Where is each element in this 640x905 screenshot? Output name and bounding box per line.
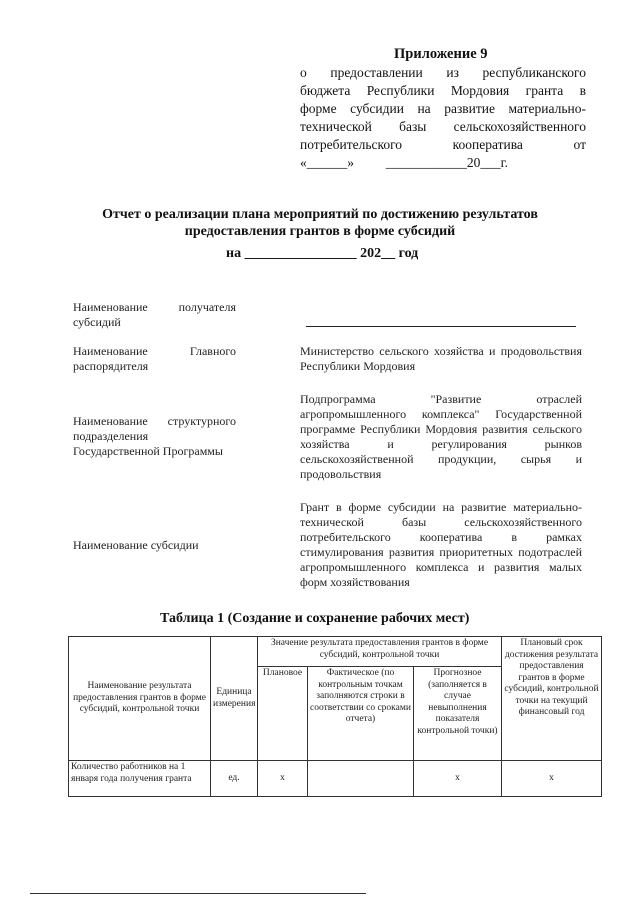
- header-deadline: Плановый срок достижения результата предоставления грантов в форме субсидий, контрольной точки на текущий финансовый год: [502, 637, 602, 761]
- appendix-date-line: [300, 154, 508, 172]
- report-title: [60, 206, 580, 240]
- row-actual[interactable]: [308, 761, 414, 797]
- appendix-line: бюджета Республики Мордовия гранта в: [300, 83, 586, 98]
- header-actual: Фактическое (по контрольным точкам заполняются строки в соответствии со сроками отчета): [308, 667, 414, 761]
- header-value-group: Значение результата предоставления грантов в форме субсидий, контрольной точки: [258, 637, 502, 667]
- report-year-line: на ________________ 202__ год: [226, 246, 419, 261]
- unit-value: Подпрограмма "Развитие отраслей агропромышленного комплекса" Государственной программе Республики Мордовия развития сельского хозяйства и регулирования рынков сельскохозяйственной продукции, сырья и продовольствия: [300, 392, 582, 481]
- appendix-line: форме субсидии на развитие материально-: [300, 101, 586, 116]
- footnote-divider: [30, 893, 366, 894]
- table-row: [69, 761, 602, 797]
- appendix-line: технической базы сельскохозяйственного: [300, 119, 586, 134]
- subsidy-value: Грант в форме субсидии на развитие материально-технической базы сельскохозяйственного потребительского кооператива в рамках стимулирования развития приоритетных подотраслей агропромышленного комплекса и развития малых форм хозяйствования: [300, 500, 582, 589]
- row-unit: ед.: [211, 761, 258, 797]
- row-deadline[interactable]: х: [502, 761, 602, 797]
- report-title-line1: Отчет о реализации плана мероприятий по достижению результатов: [102, 207, 538, 222]
- appendix-line: потребительского кооператива от: [300, 137, 586, 152]
- appendix-title: Приложение 9: [394, 46, 488, 62]
- recipient-fill-line[interactable]: [306, 326, 576, 327]
- unit-label: Наименование структурного подразделения Государственной Программы: [73, 414, 236, 458]
- date-month-year: ____________20___г.: [385, 155, 508, 170]
- table-header-row: [69, 637, 602, 667]
- manager-value: Министерство сельского хозяйства и продовольствия Республики Мордовия: [300, 344, 582, 373]
- row-forecast[interactable]: х: [414, 761, 502, 797]
- recipient-label: [73, 300, 236, 330]
- table-title: Таблица 1 (Создание и сохранение рабочих мест): [160, 611, 470, 626]
- row-planned[interactable]: х: [258, 761, 308, 797]
- header-planned: Плановое: [258, 667, 308, 761]
- appendix-description: [300, 64, 586, 172]
- header-result-name: Наименование результата предоставления грантов в форме субсидий, контрольной точки: [69, 637, 211, 761]
- header-forecast: Прогнозное (заполняется в случае невыполнения показателя контрольной точки): [414, 667, 502, 761]
- header-unit: Единица измерения: [211, 637, 258, 761]
- results-table: [68, 636, 602, 797]
- subsidy-label: Наименование субсидии: [73, 538, 199, 552]
- appendix-line: о предоставлении из республиканского: [300, 65, 586, 80]
- row-name: Количество работников на 1 января года получения гранта: [69, 761, 211, 797]
- recipient-label-text: Наименование получателя субсидий: [73, 300, 236, 329]
- report-title-line2: предоставления грантов в форме субсидий: [184, 224, 456, 239]
- date-day: «______»: [300, 155, 354, 170]
- manager-label: Наименование Главного распорядителя: [73, 344, 236, 373]
